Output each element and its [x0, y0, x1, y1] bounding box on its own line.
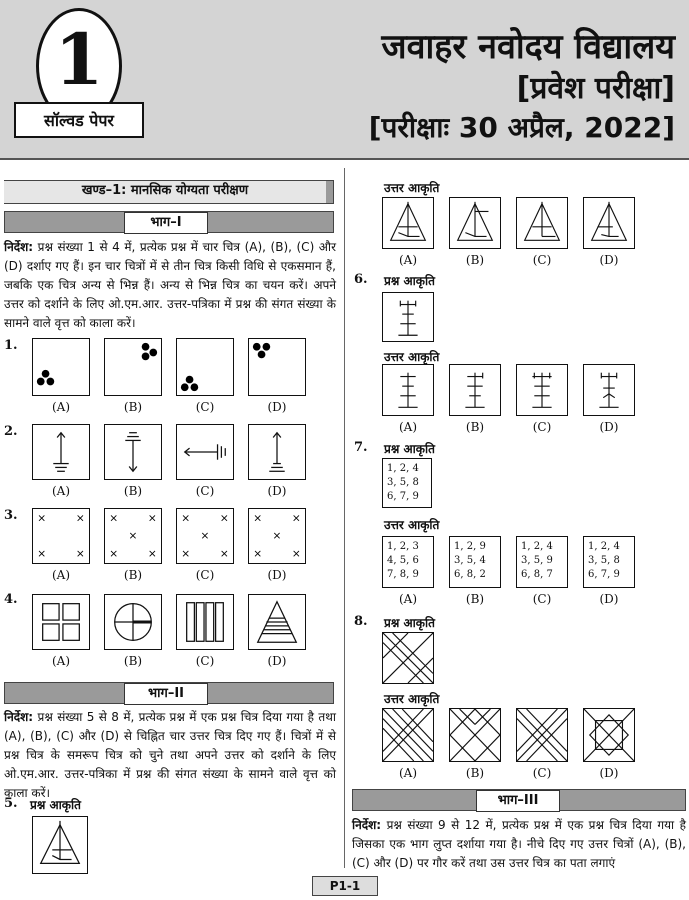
question-2-number: 2.: [4, 424, 18, 439]
svg-text:×: ×: [75, 548, 85, 561]
q1-option-a: (A): [51, 400, 71, 414]
q4-option-a: (A): [51, 654, 71, 668]
q8-question-figure-label: प्रश्न आकृति: [384, 616, 435, 630]
q8-figure-a[interactable]: [382, 708, 434, 762]
directions-2: [4, 708, 336, 803]
q6-option-d: (D): [599, 420, 619, 434]
q6-option-c: (C): [532, 420, 552, 434]
q2-option-d: (D): [267, 484, 287, 498]
q8-option-b: (B): [465, 766, 485, 780]
svg-text:×: ×: [147, 548, 157, 561]
q7-option-c: (C): [532, 592, 552, 606]
q7-b-row3: 6, 8, 2: [454, 569, 486, 580]
q5-figure-d[interactable]: [583, 197, 635, 249]
q2-option-b: (B): [123, 484, 143, 498]
part1-label: भाग–I: [124, 212, 208, 234]
svg-text:×: ×: [272, 529, 282, 542]
q7-d-row1: 1, 2, 4: [588, 541, 620, 552]
svg-text:×: ×: [200, 529, 210, 542]
q7-figure-a[interactable]: [382, 536, 434, 588]
q8-figure-c[interactable]: [516, 708, 568, 762]
directions-1-label: निर्देश:: [4, 240, 34, 254]
q7-figure-d[interactable]: [583, 536, 635, 588]
directions-3-label: निर्देश:: [352, 818, 382, 832]
page-subtitle: [प्रवेश परीक्षा]: [516, 71, 675, 106]
svg-text:×: ×: [109, 548, 119, 561]
q7-option-a: (A): [398, 592, 418, 606]
q5-figure-a[interactable]: [382, 197, 434, 249]
page-title: जवाहर नवोदय विद्यालय: [381, 27, 675, 67]
q4-figure-a[interactable]: [32, 594, 90, 650]
q1-figure-d[interactable]: [248, 338, 306, 396]
q7-q-row3: 6, 7, 9: [387, 491, 419, 502]
svg-text:×: ×: [147, 512, 157, 525]
svg-text:×: ×: [109, 512, 119, 525]
q5-option-a: (A): [398, 253, 418, 267]
svg-text:×: ×: [181, 548, 191, 561]
badge-ribbon: सॉल्वड पेपर: [14, 102, 144, 138]
svg-text:×: ×: [37, 512, 47, 525]
q3-figure-a[interactable]: [32, 508, 90, 564]
svg-text:×: ×: [219, 548, 229, 561]
q6-figure-c[interactable]: [516, 364, 568, 416]
question-4-number: 4.: [4, 592, 18, 607]
q1-option-c: (C): [195, 400, 215, 414]
question-7-number: 7.: [354, 440, 368, 455]
q1-figure-c[interactable]: [176, 338, 234, 396]
svg-text:×: ×: [37, 548, 47, 561]
q7-b-row1: 1, 2, 9: [454, 541, 486, 552]
badge-number: 1: [54, 18, 104, 101]
exam-date: [परीक्षाः 30 अप्रैल, 2022]: [368, 111, 675, 144]
q5-option-d: (D): [599, 253, 619, 267]
q4-figure-c[interactable]: [176, 594, 234, 650]
q8-figure-b[interactable]: [449, 708, 501, 762]
q5-option-c: (C): [532, 253, 552, 267]
solved-paper-badge: [14, 8, 144, 148]
q2-option-c: (C): [195, 484, 215, 498]
q3-figure-b[interactable]: [104, 508, 162, 564]
question-5-number: 5.: [4, 796, 18, 811]
question-8-number: 8.: [354, 614, 368, 629]
q3-option-b: (B): [123, 568, 143, 582]
q8-option-c: (C): [532, 766, 552, 780]
directions-3: [352, 816, 686, 873]
q7-option-d: (D): [599, 592, 619, 606]
q2-figure-b[interactable]: [104, 424, 162, 480]
q7-c-row3: 6, 8, 7: [521, 569, 553, 580]
q2-figure-d[interactable]: [248, 424, 306, 480]
q7-a-row3: 7, 8, 9: [387, 569, 419, 580]
q6-answer-figure-label: उत्तर आकृति: [384, 350, 440, 364]
q5-answer-figure-label: उत्तर आकृति: [384, 181, 440, 195]
q8-answer-figure-label: उत्तर आकृति: [384, 692, 440, 706]
q3-option-a: (A): [51, 568, 71, 582]
q6-option-b: (B): [465, 420, 485, 434]
q2-figure-c[interactable]: [176, 424, 234, 480]
q1-option-b: (B): [123, 400, 143, 414]
q5-option-b: (B): [465, 253, 485, 267]
q5-figure-b[interactable]: [449, 197, 501, 249]
section-title: खण्ड–1: मानसिक योग्यता परीक्षण: [4, 181, 326, 203]
q7-option-b: (B): [465, 592, 485, 606]
q7-question-figure: [382, 458, 432, 508]
q6-question-figure: [382, 292, 434, 342]
q3-figure-d[interactable]: [248, 508, 306, 564]
q6-question-figure-label: प्रश्न आकृति: [384, 274, 435, 288]
q4-option-b: (B): [123, 654, 143, 668]
q1-figure-a[interactable]: [32, 338, 90, 396]
q2-option-a: (A): [51, 484, 71, 498]
q3-option-d: (D): [267, 568, 287, 582]
q6-figure-b[interactable]: [449, 364, 501, 416]
q4-figure-d[interactable]: [248, 594, 306, 650]
q6-figure-a[interactable]: [382, 364, 434, 416]
q2-figure-a[interactable]: [32, 424, 90, 480]
svg-text:×: ×: [219, 512, 229, 525]
directions-3-text: प्रश्न संख्या 9 से 12 में, प्रत्येक प्रश्न में एक प्रश्न चित्र दिया गया है जिसका एक भाग लुप्त दर्शाया गया है। नीचे दिए गए उत्तर चित्रों (A), (B), (C) और (D) पर गौर करें तथा उस उत्तर चित्र का पता लगाएं: [352, 818, 686, 870]
q7-question-figure-label: प्रश्न आकृति: [384, 442, 435, 456]
svg-text:×: ×: [128, 529, 138, 542]
q6-option-a: (A): [398, 420, 418, 434]
q6-figure-d[interactable]: [583, 364, 635, 416]
question-6-number: 6.: [354, 272, 368, 287]
q5-question-figure: [32, 816, 88, 874]
directions-1: [4, 238, 336, 333]
svg-text:×: ×: [75, 512, 85, 525]
directions-1-text: प्रश्न संख्या 1 से 4 में, प्रत्येक प्रश्न में चार चित्र (A), (B), (C) और (D) दर्शाए गए हैं। इन चार चित्रों में से तीन चित्र किसी विधि से एकसमान हैं, जबकि एक चित्र अन्य से भिन्न हैं। अन्य से भिन्न चित्र का चयन करें। अपने उत्तर को दर्शाने के लिए ओ.एम.आर. उत्तर-पत्रिका में प्रश्न की संगत संख्या के सामने वाले वृत्त को काला करें।: [4, 240, 336, 330]
q7-figure-b[interactable]: [449, 536, 501, 588]
q3-option-c: (C): [195, 568, 215, 582]
q7-a-row2: 4, 5, 6: [387, 555, 419, 566]
q8-option-a: (A): [398, 766, 418, 780]
q8-figure-d[interactable]: [583, 708, 635, 762]
q1-figure-b[interactable]: [104, 338, 162, 396]
q3-figure-c[interactable]: [176, 508, 234, 564]
page-header: [0, 0, 689, 160]
question-1-number: 1.: [4, 338, 18, 353]
svg-text:×: ×: [181, 512, 191, 525]
q7-d-row3: 6, 7, 9: [588, 569, 620, 580]
q4-figure-b[interactable]: [104, 594, 162, 650]
q8-question-figure: [382, 632, 434, 684]
directions-2-text: प्रश्न संख्या 5 से 8 में, प्रत्येक प्रश्न में एक प्रश्न चित्र दिया गया है तथा (A), (B), (C) और (D) से चिह्नित चार उत्तर चित्र दिए गए हैं। चित्रों में से प्रश्न चित्र के समरूप चित्र को चुने तथा अपने उत्तर को दर्शाने के लिए ओ.एम.आर. उत्तर-पत्रिका में प्रश्न की संगत संख्या के सामने वाले वृत्त को काला करें।: [4, 710, 336, 800]
q7-q-row1: 1, 2, 4: [387, 463, 419, 474]
part3-label: भाग–III: [476, 790, 560, 812]
part2-label: भाग–II: [124, 683, 208, 705]
q8-option-d: (D): [599, 766, 619, 780]
q5-figure-c[interactable]: [516, 197, 568, 249]
page-number: P1-1: [312, 876, 378, 896]
column-divider: [344, 168, 345, 868]
q7-d-row2: 3, 5, 8: [588, 555, 620, 566]
q7-q-row2: 3, 5, 8: [387, 477, 419, 488]
q4-option-d: (D): [267, 654, 287, 668]
q7-figure-c[interactable]: [516, 536, 568, 588]
directions-2-label: निर्देश:: [4, 710, 34, 724]
q7-c-row1: 1, 2, 4: [521, 541, 553, 552]
q1-option-d: (D): [267, 400, 287, 414]
question-3-number: 3.: [4, 508, 18, 523]
svg-text:×: ×: [291, 548, 301, 561]
q7-a-row1: 1, 2, 3: [387, 541, 419, 552]
q7-c-row2: 3, 5, 9: [521, 555, 553, 566]
q4-option-c: (C): [195, 654, 215, 668]
q5-question-figure-label: प्रश्न आकृति: [30, 798, 81, 812]
q7-answer-figure-label: उत्तर आकृति: [384, 518, 440, 532]
svg-text:×: ×: [253, 548, 263, 561]
svg-text:×: ×: [291, 512, 301, 525]
svg-text:×: ×: [253, 512, 263, 525]
q7-b-row2: 3, 5, 4: [454, 555, 486, 566]
